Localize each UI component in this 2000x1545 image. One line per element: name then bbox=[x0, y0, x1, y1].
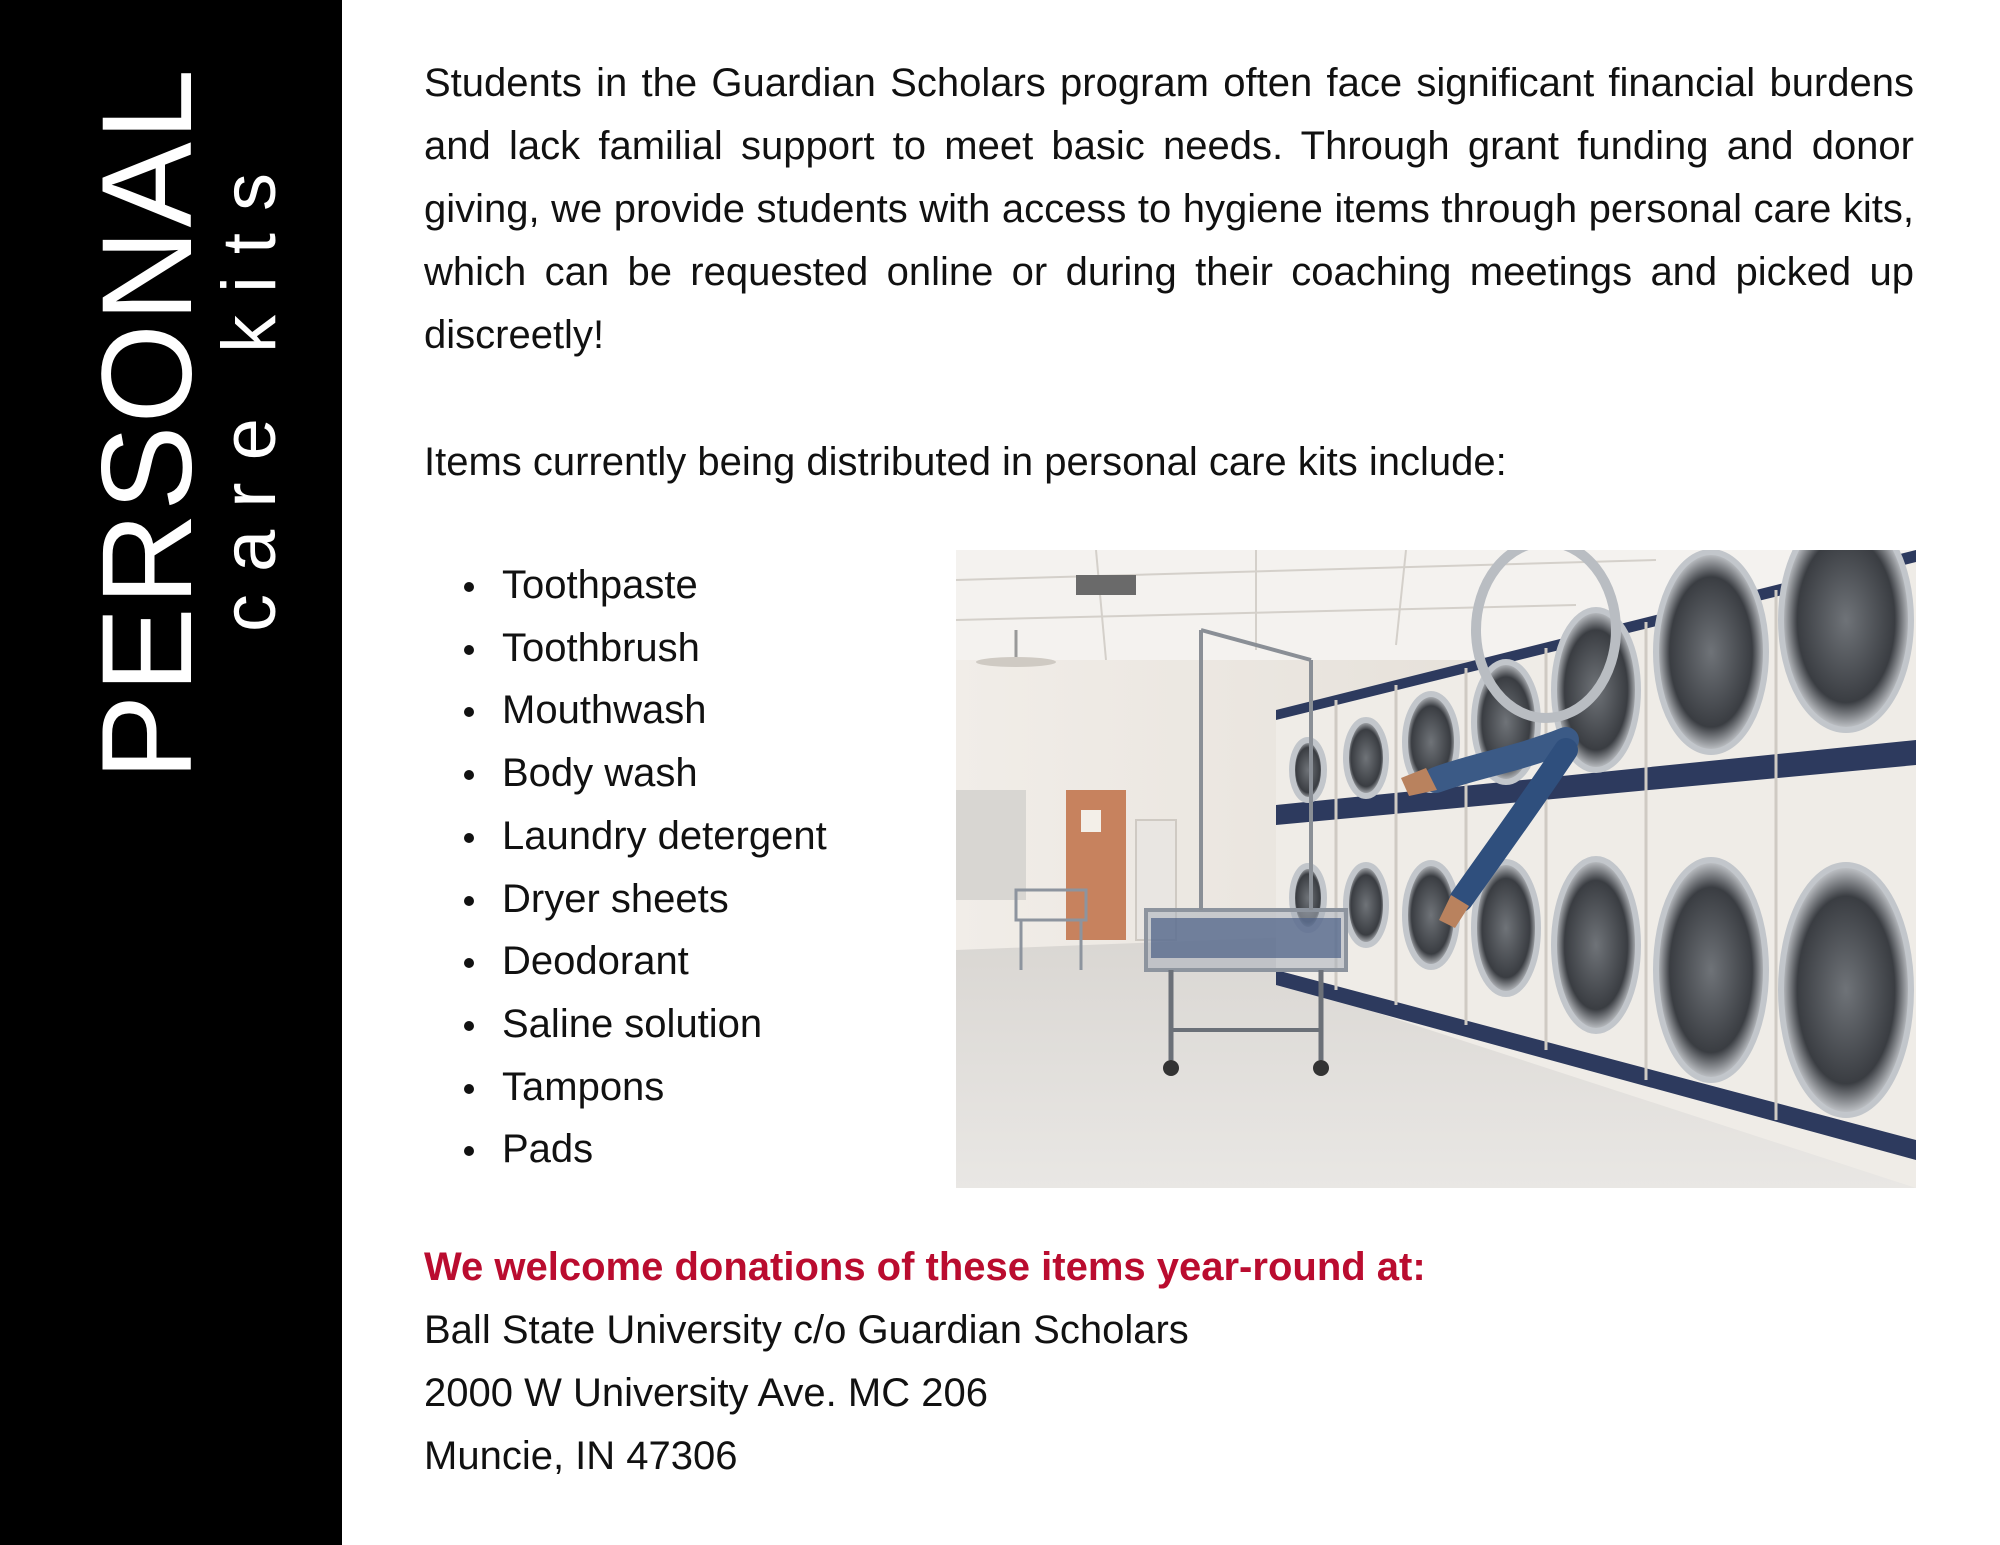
list-item: Deodorant bbox=[424, 930, 827, 993]
sidebar bbox=[0, 0, 342, 1545]
intro-section bbox=[424, 52, 1914, 494]
address-line-2: 2000 W University Ave. MC 206 bbox=[424, 1371, 988, 1415]
donation-section bbox=[424, 1236, 1914, 1488]
sidebar-title-care-kits: care kits bbox=[207, 151, 292, 632]
items-section bbox=[424, 550, 1914, 1190]
list-item: Body wash bbox=[424, 742, 827, 805]
sidebar-title-personal: PERSONAL bbox=[76, 66, 219, 780]
list-item: Saline solution bbox=[424, 993, 827, 1056]
list-item: Pads bbox=[424, 1118, 827, 1181]
list-item: Tampons bbox=[424, 1056, 827, 1119]
laundromat-photo bbox=[956, 550, 1916, 1188]
list-item: Dryer sheets bbox=[424, 868, 827, 931]
list-item: Toothpaste bbox=[424, 554, 827, 617]
items-list bbox=[424, 554, 827, 1181]
donation-heading: We welcome donations of these items year-round at: bbox=[424, 1245, 1426, 1289]
address-line-1: Ball State University c/o Guardian Scholars bbox=[424, 1308, 1189, 1352]
intro-paragraph: Students in the Guardian Scholars program often face significant financial burdens and lack familial support to meet basic needs. Through grant funding and donor giving, we provide students with access to hygiene items through personal care kits, which can be requested online or during their coaching meetings and picked up discreetly! bbox=[424, 61, 1914, 357]
list-item: Laundry detergent bbox=[424, 805, 827, 868]
list-item: Toothbrush bbox=[424, 617, 827, 680]
list-item: Mouthwash bbox=[424, 679, 827, 742]
items-heading: Items currently being distributed in personal care kits include: bbox=[424, 440, 1507, 484]
address-line-3: Muncie, IN 47306 bbox=[424, 1434, 738, 1478]
